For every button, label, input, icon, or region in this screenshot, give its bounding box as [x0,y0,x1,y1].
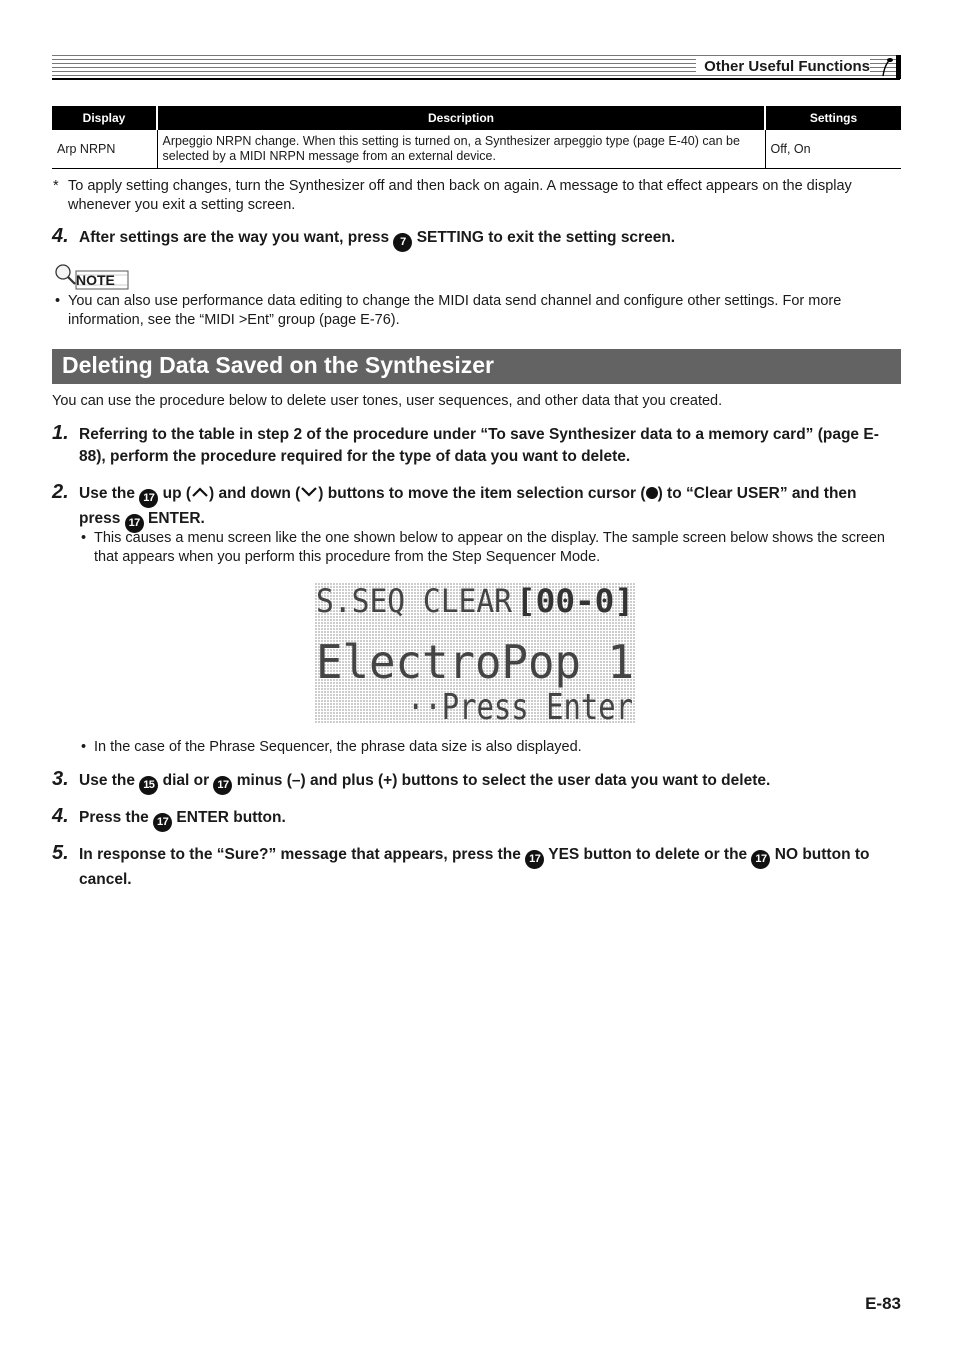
column-header: Display [52,106,157,130]
button-number-icon: 17 [213,776,232,795]
section-title: Deleting Data Saved on the Synthesizer [62,352,495,378]
button-number-icon: 17 [525,850,544,869]
button-number-icon: 7 [393,233,412,252]
lcd-line-1-box: [00-0] [516,582,634,620]
page-number: E-83 [865,1294,901,1313]
table-cell-settings: Off, On [765,130,901,169]
settings-table [52,106,901,169]
step-text: Press the 17 ENTER button. [79,807,901,832]
step-number: 4. [52,225,69,247]
header-title: Other Useful Functions [696,58,870,75]
button-number-icon: 15 [139,776,158,795]
button-number-icon: 17 [751,850,770,869]
step-text: In response to the “Sure?” message that appears, press the 17 YES button to delete or the 17 NO button to cancel. [79,846,870,888]
header-tab-icon [879,55,901,79]
bullet-marker: • [81,530,87,546]
step-text: Use the 17 up ( ) and down ( ) buttons to move the item selection cursor ( ) to “Clear USER” and then press 17 ENTER. [79,483,901,533]
bullet-text: This causes a menu screen like the one shown below to appear on the display. The sample screen below shows the screen that appears when you perform this procedure from the Step Sequencer Mode. [94,530,885,565]
step-text: Use the 15 dial or 17 minus (–) and plus (+) buttons to select the user data you want to delete. [79,770,901,795]
lcd-line-3: ··Press Enter [407,687,633,728]
footnote-marker: * [53,178,59,194]
note-label: NOTE [76,272,115,288]
button-number-icon: 17 [139,489,158,508]
bullet-marker: • [81,739,87,755]
table-header-row [52,106,901,130]
table-cell-display: Arp NRPN [52,130,157,169]
chevron-down-icon [300,486,318,498]
button-number-icon: 17 [153,813,172,832]
step-number: 3. [52,768,69,790]
section-heading [52,349,901,384]
note-text: You can also use performance data editing to change the MIDI data send channel and configure other settings. For more information, see the “MIDI >Ent” group (page E-76). [68,293,842,328]
step-number: 5. [52,842,69,864]
button-number-icon: 17 [125,514,144,533]
chevron-up-icon [191,486,209,498]
step-number: 1. [52,422,69,444]
lcd-line-1: S.SEQ CLEAR [316,582,513,620]
step-text: After settings are the way you want, press 7 SETTING to exit the setting screen. [79,227,899,252]
step-number: 4. [52,805,69,827]
lcd-line-2: ElectroPop 1 [316,635,634,689]
column-header: Settings [765,106,901,130]
lcd-display [315,582,636,728]
cursor-dot-icon [646,487,658,499]
bullet-text: In the case of the Phrase Sequencer, the phrase data size is also displayed. [94,739,582,755]
step-text: Referring to the table in step 2 of the procedure under “To save Synthesizer data to a memory card” (page E-88), perform the procedure required for the type of data you want to delete. [79,426,879,465]
section-intro: You can use the procedure below to delete user tones, user sequences, and other data that you created. [52,393,723,409]
table-cell-description: Arpeggio NRPN change. When this setting is turned on, a Synthesizer arpeggio type (page E-40) can be selected by a MIDI NRPN message from an external device. [157,130,765,169]
column-header: Description [157,106,765,130]
note-bullet: • [55,293,61,309]
table-row [52,130,901,169]
footnote-text: To apply setting changes, turn the Synthesizer off and then back on again. A message to that effect appears on the display whenever you exit a setting screen. [68,178,852,213]
step-number: 2. [52,481,69,503]
